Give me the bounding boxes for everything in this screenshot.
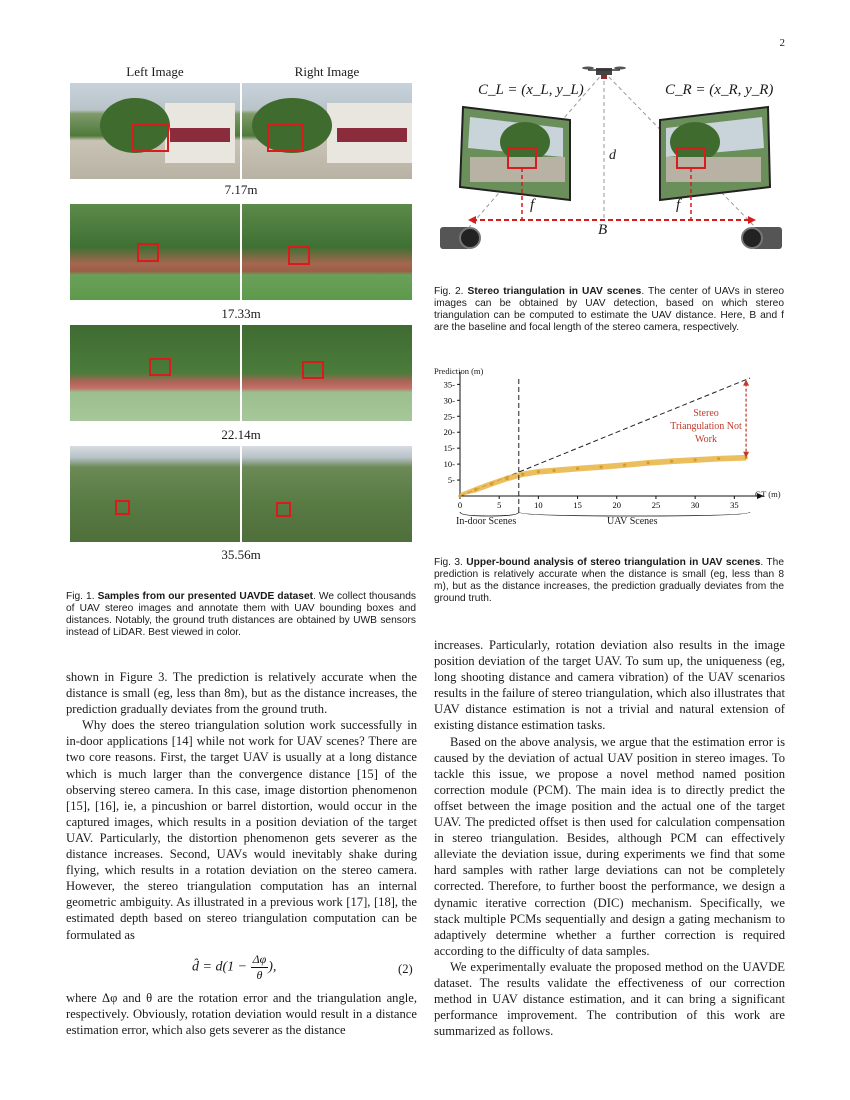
y-tick-label: 35-: [443, 379, 455, 390]
prediction-point: [717, 457, 720, 460]
right-column-text: [434, 637, 785, 1039]
left-paragraph-2: Why does the stereo triangulation solution work successfully in in-door applications [14] while not work for UAV scenes? There are two core reasons. First, the target UAV is usually at a long distance which is much larger than the convergence distance [15] of the observing stereo camera. In this case, image distortion phenomenon [15], [16], ie, a pincushion or barrel distortion, would occur in the captured images, which results in a position deviation of the target UAV. Particularly, the distortion phenomenon gets severer as the distance increases. Second, UAVs would inevitably shake during flying, which results in a rotation deviation on the stereo camera. However, the stereo triangulation computation has an internal geometric ambiguity. As illustrated in a previous work [17], [18], the estimated depth based on stereo triangulation computation can be formulated as: [66, 718, 417, 942]
upper-bound-chart: [430, 362, 790, 532]
left-paragraph-3: where Δφ and θ are the rotation error and the triangulation angle, respectively. Obviously, rotation deviation would result in a distance estimation error, which also gets severer as the distance: [66, 991, 417, 1038]
x-tick-label: 10: [534, 500, 543, 510]
prediction-point: [694, 458, 697, 461]
indoor-region-label: In-door Scenes: [456, 516, 517, 527]
distance-label-2: 17.33m: [221, 306, 261, 321]
left-image-label: Left Image: [126, 64, 184, 79]
uav-bounding-box: [288, 246, 310, 265]
uav-bounding-box: [132, 124, 169, 152]
y-tick-label: 15-: [443, 443, 455, 454]
y-tick-label: 20-: [443, 427, 455, 438]
uav-region-label: UAV Scenes: [607, 516, 658, 527]
x-tick-label: 35: [730, 500, 739, 510]
fig3-caption: Fig. 3. Upper-bound analysis of stereo triangulation in UAV scenes. The prediction is relatively accurate when the distance is small (eg, less than 8 m), but as the distance increases, the prediction gradually deviates from the ground truth.: [434, 557, 784, 605]
distance-label-3: 22.14m: [221, 427, 261, 442]
prediction-point: [623, 463, 626, 466]
uav-bounding-box: [137, 243, 159, 262]
y-tick-label: 30-: [443, 395, 455, 406]
y-tick-label: 25-: [443, 411, 455, 422]
x-tick-label: 20: [612, 500, 622, 510]
x-tick-label: 15: [573, 500, 582, 510]
distance-label-1: 7.17m: [224, 182, 258, 197]
y-tick-label: 5-: [447, 475, 455, 486]
uav-bounding-box: [149, 358, 171, 376]
left-image-panel: [460, 107, 570, 200]
distance-label-4: 35.56m: [221, 547, 261, 562]
prediction-point: [576, 467, 579, 470]
left-column-text: [66, 669, 417, 943]
uav-bounding-box: [267, 124, 304, 152]
prediction-point: [505, 477, 508, 480]
sample-3-left-image: [70, 325, 240, 421]
page-number: 2: [779, 37, 785, 49]
sample-2-right-image: [242, 204, 412, 300]
left-paragraph-1: shown in Figure 3. The prediction is relatively accurate when the distance is small (eg, less than 8m), but as the distance increases, the prediction gradually deviates from the ground truth.: [66, 670, 417, 717]
prediction-point: [537, 470, 540, 473]
prediction-scatter-band: [460, 455, 746, 496]
focal-right-label: f: [676, 197, 681, 213]
sample-1-left-image: [70, 83, 240, 179]
right-image-label: Right Image: [294, 64, 360, 79]
equation-number: (2): [398, 962, 413, 976]
y-tick-label: 10-: [443, 459, 455, 470]
prediction-point: [474, 488, 477, 491]
prediction-point: [521, 473, 524, 476]
x-tick-label: 5: [497, 500, 502, 510]
prediction-point: [552, 469, 555, 472]
uav-bounding-box: [302, 361, 324, 379]
y-axis-label: Prediction (m): [434, 366, 484, 376]
right-center-label: C_R = (x_R, y_R): [665, 82, 774, 98]
right-paragraph-2: Based on the above analysis, we argue that the estimation error is caused by the deviation of actual UAV position in stereo images. To tackle this issue, we propose a novel method named position correction module (PCM). The main idea is to directly predict the offset between the image position and the actual one of the target UAV. The predicted offset is then used for calculation compensation in stereo triangulation. Besides, although PCM can effectively alleviate the deviation issue, during experiments we find that some hard samples with rather large deviations can not be completely corrected. Therefore, to further boost the performance, we design a dynamic iterative correction (DIC) mechanism. Specifically, we stack multiple PCMs sequentially and design a gating mechanism to adaptively determine whether a further correction is required according to the difficulty of data samples.: [434, 734, 785, 958]
sample-2-left-image: [70, 204, 240, 300]
chart-plot: [430, 362, 790, 532]
uav-bounding-box: [276, 502, 291, 517]
fig1-caption: Fig. 1. Samples from our presented UAVDE dataset. We collect thousands of UAV stereo images and annotate them with UAV bounding boxes and distances. Notably, the ground truth distances are obtained by UWB sensors instead of LiDAR. Best viewed in color.: [66, 591, 416, 639]
fig2-caption: Fig. 2. Stereo triangulation in UAV scenes. The center of UAVs in stereo images can be obtained by UAV detection, based on which stereo triangulation can be computed to estimate the UAV distance. Here, B and f are the baseline and focal length of the stereo camera, respectively.: [434, 286, 784, 334]
right-paragraph-3: We experimentally evaluate the proposed method on the UAVDE dataset. The results validate the effectiveness of our correction method in UAV distance estimation, and it can bring a significant performance improvement. The contribution of this work are summarized as follows.: [434, 959, 785, 1039]
drone-icon: [582, 67, 626, 80]
distance-d-label: d: [609, 148, 616, 163]
sample-3-right-image: [242, 325, 412, 421]
right-camera-icon: [742, 227, 782, 249]
left-camera-icon: [440, 227, 480, 249]
prediction-point: [647, 461, 650, 464]
uav-bounding-box: [115, 500, 130, 515]
prediction-point: [670, 460, 673, 463]
not-work-annotation: Stereo Triangulation Not Work: [670, 408, 742, 445]
baseline-label: B: [598, 222, 608, 238]
focal-left-label: f: [530, 197, 535, 213]
equation-2: d̂ = d(1 − $\frac{\Delta\varphi}{\theta}$ ),: [192, 952, 277, 982]
x-tick-label: 25: [651, 500, 661, 510]
right-image-panel: [660, 107, 770, 200]
sample-4-right-image: [242, 446, 412, 542]
x-tick-label: 0: [457, 500, 463, 510]
prediction-point: [458, 494, 461, 497]
right-paragraph-1: increases. Particularly, rotation deviation also results in the image position deviation of the target UAV. To sum up, the uniqueness (eg, long shooting distance and camera vibration) of the UAV scenarios results in the failure of stereo triangulation, which also illustrates that UAV distance estimation is not a trivial and natural extension of existing distance estimation tasks.: [434, 638, 785, 733]
x-axis-label: GT (m): [755, 489, 781, 499]
sample-4-left-image: [70, 446, 240, 542]
sample-1-right-image: [242, 83, 412, 179]
left-center-label: C_L = (x_L, y_L): [478, 82, 584, 98]
prediction-point: [490, 482, 493, 485]
prediction-point: [599, 465, 602, 468]
x-tick-label: 30: [690, 500, 700, 510]
